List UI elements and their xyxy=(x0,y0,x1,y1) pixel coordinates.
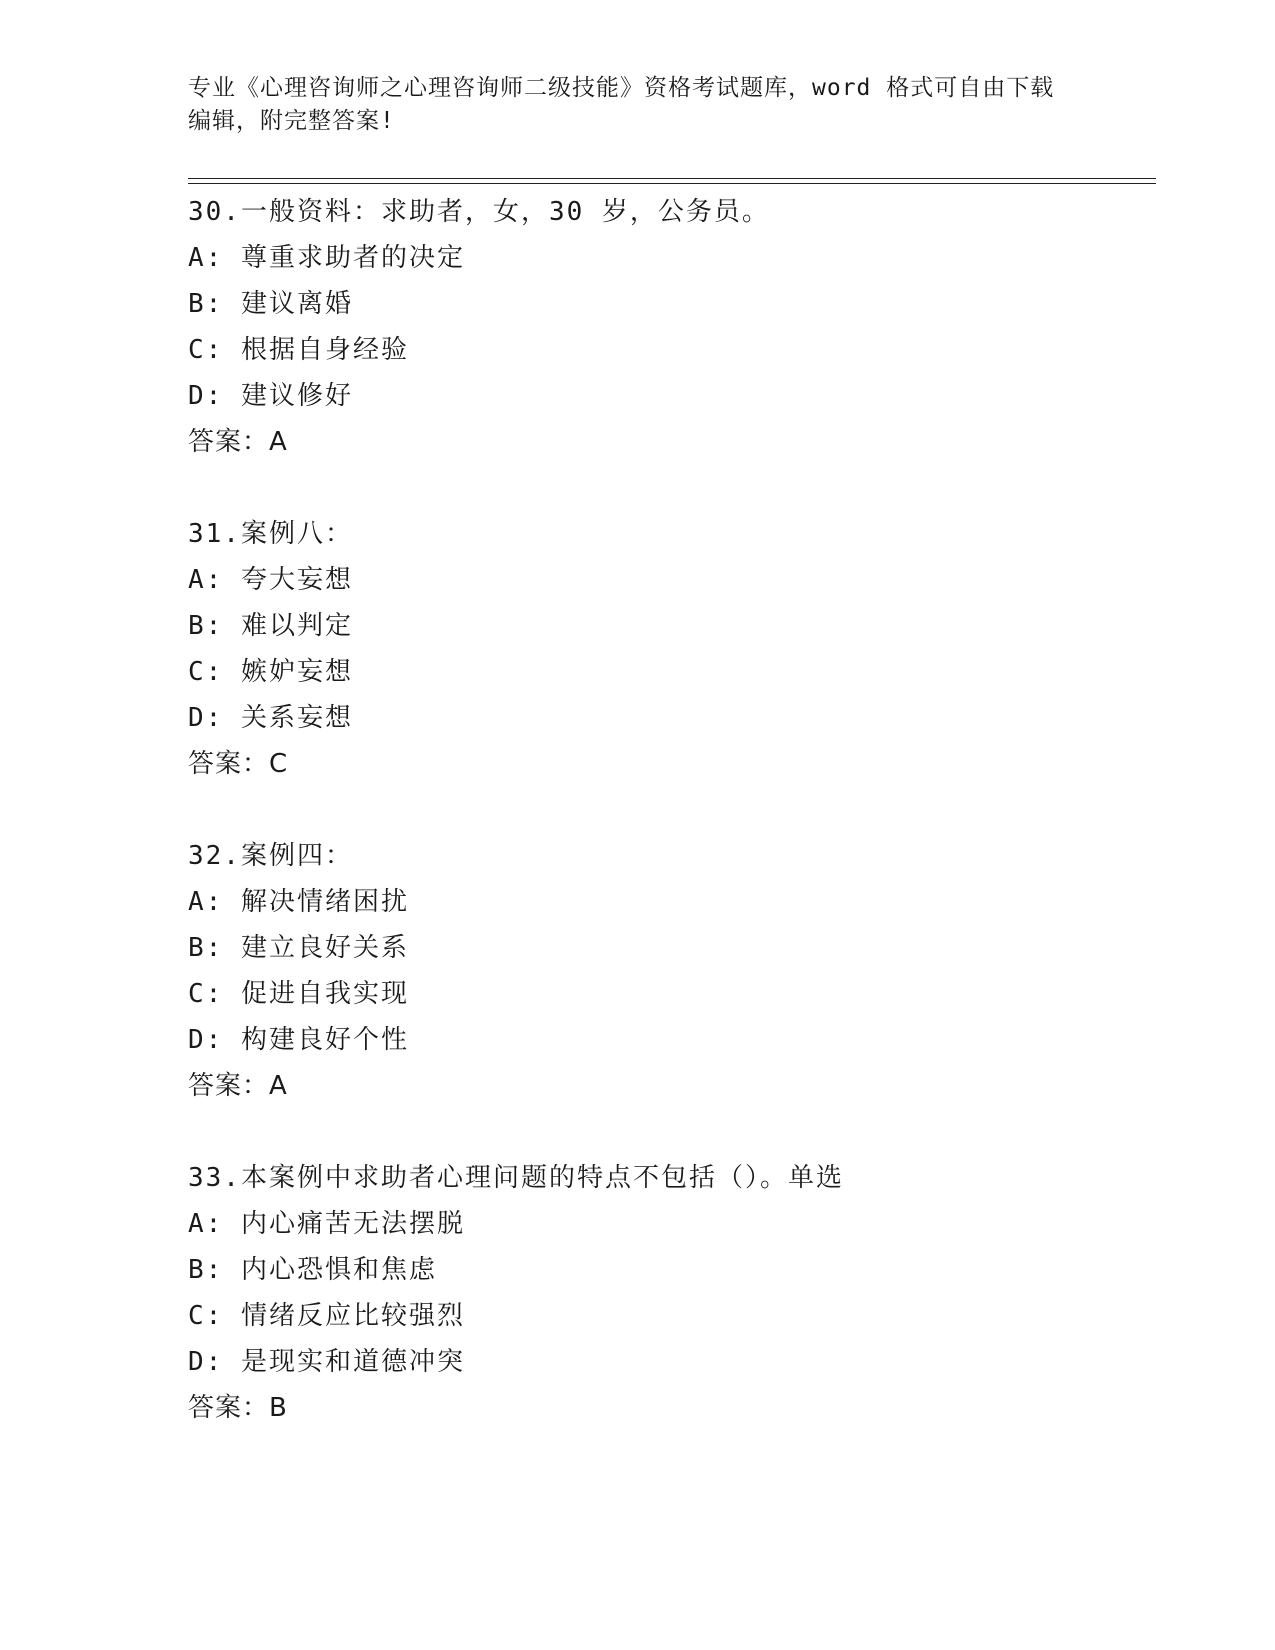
option-b: B: 内心恐惧和焦虑 xyxy=(188,1255,437,1285)
option-b: B: 建议离婚 xyxy=(188,289,353,319)
question-32 xyxy=(188,833,1148,1109)
question-33 xyxy=(188,1155,1148,1431)
option-d: D: 构建良好个性 xyxy=(188,1025,409,1055)
option-d: D: 建议修好 xyxy=(188,381,353,411)
option-a: A: 解决情绪困扰 xyxy=(188,887,409,917)
question-title: 33.本案例中求助者心理问题的特点不包括（）。单选 xyxy=(188,1163,844,1193)
answer-label: 答案：C xyxy=(188,749,289,779)
header-line-2: 编辑，附完整答案! xyxy=(188,108,395,134)
option-a: A: 夸大妄想 xyxy=(188,565,353,595)
header-divider-bottom xyxy=(188,183,1156,184)
answer-label: 答案：B xyxy=(188,1393,288,1423)
option-a: A: 内心痛苦无法摆脱 xyxy=(188,1209,465,1239)
question-title: 31.案例八： xyxy=(188,519,353,549)
question-title: 30.一般资料：求助者，女，30 岁，公务员。 xyxy=(188,197,770,227)
option-c: C: 促进自我实现 xyxy=(188,979,409,1009)
header-line-1: 专业《心理咨询师之心理咨询师二级技能》资格考试题库，word 格式可自由下载 xyxy=(188,75,1055,101)
question-31 xyxy=(188,511,1148,787)
question-30 xyxy=(188,189,1148,465)
question-title: 32.案例四： xyxy=(188,841,353,871)
option-b: B: 难以判定 xyxy=(188,611,353,641)
option-d: D: 是现实和道德冲突 xyxy=(188,1347,465,1377)
question-list xyxy=(188,189,1148,1477)
option-a: A: 尊重求助者的决定 xyxy=(188,243,465,273)
option-b: B: 建立良好关系 xyxy=(188,933,409,963)
document-header xyxy=(188,72,1068,138)
option-c: C: 根据自身经验 xyxy=(188,335,409,365)
header-divider-top xyxy=(188,178,1156,179)
option-c: C: 情绪反应比较强烈 xyxy=(188,1301,465,1331)
answer-label: 答案：A xyxy=(188,427,288,457)
answer-label: 答案：A xyxy=(188,1071,288,1101)
option-d: D: 关系妄想 xyxy=(188,703,353,733)
option-c: C: 嫉妒妄想 xyxy=(188,657,353,687)
